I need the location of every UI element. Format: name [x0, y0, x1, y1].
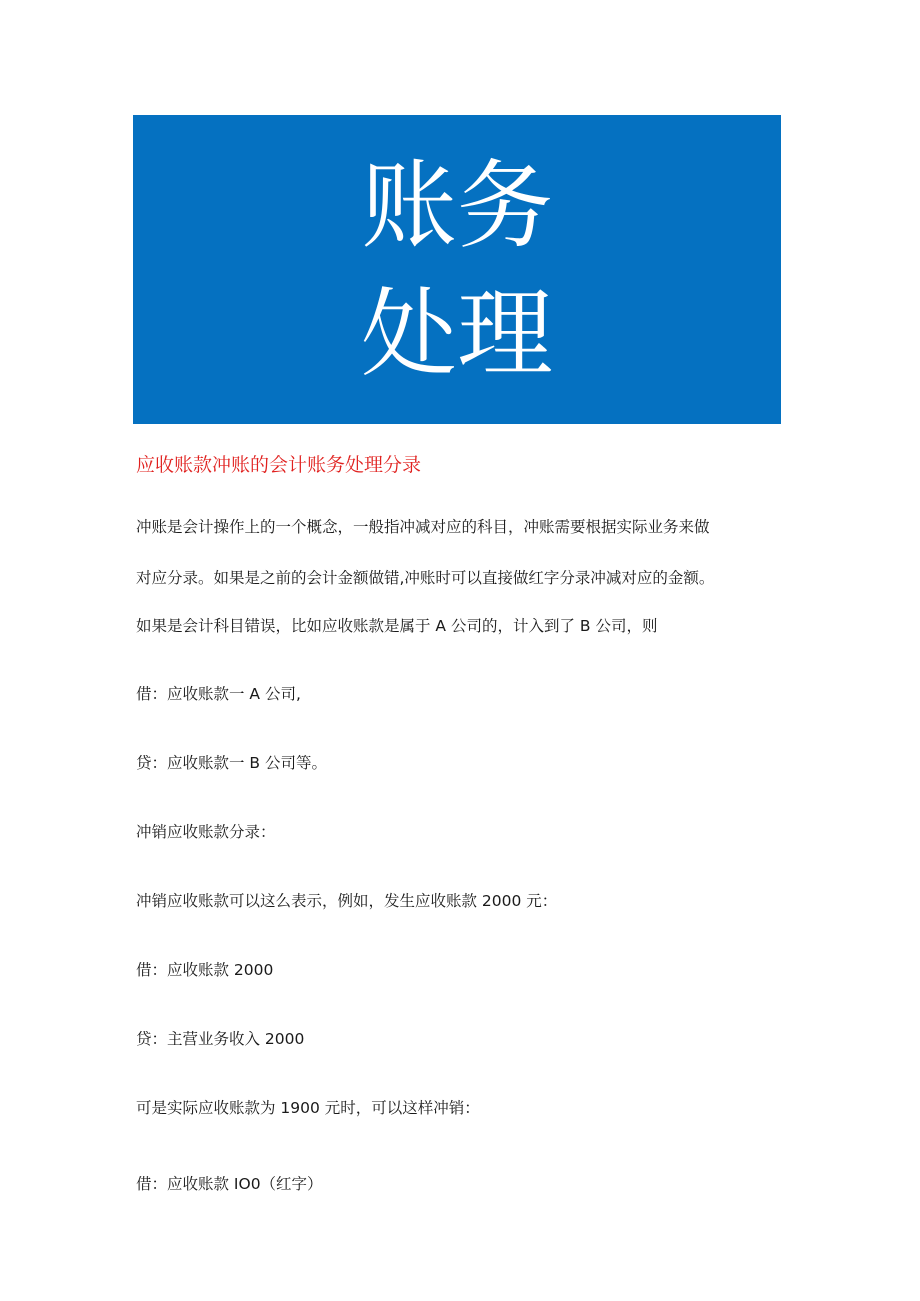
section-heading: 应收账款冲账的会计账务处理分录	[136, 454, 422, 476]
paragraph-intro-3: 如果是会计科目错误，比如应收账款是属于 A 公司的，计入到了 B 公司，则	[136, 617, 658, 635]
banner-title-line-2: 处理	[361, 277, 553, 390]
banner-title-line-1: 账务	[361, 149, 553, 262]
paragraph-example: 冲销应收账款可以这么表示，例如，发生应收账款 2000 元：	[136, 892, 558, 910]
entry-debit-2000: 借：应收账款 2000	[136, 961, 274, 979]
entry-debit-red-100: 借：应收账款 IO0（红字）	[136, 1175, 323, 1193]
entry-debit-a: 借：应收账款一 A 公司,	[136, 685, 301, 703]
paragraph-intro-1: 冲账是会计操作上的一个概念，一般指冲减对应的科目，冲账需要根据实际业务来做	[136, 518, 710, 536]
paragraph-actual-1900: 可是实际应收账款为 1900 元时，可以这样冲销：	[136, 1099, 480, 1117]
title-banner	[133, 115, 781, 424]
subheading-write-off: 冲销应收账款分录：	[136, 823, 276, 841]
entry-credit-2000: 贷：主营业务收入 2000	[136, 1030, 305, 1048]
paragraph-intro-2: 对应分录。如果是之前的会计金额做错,冲账时可以直接做红字分录冲减对应的金额。	[136, 569, 715, 587]
entry-credit-b: 贷：应收账款一 B 公司等。	[136, 754, 327, 772]
